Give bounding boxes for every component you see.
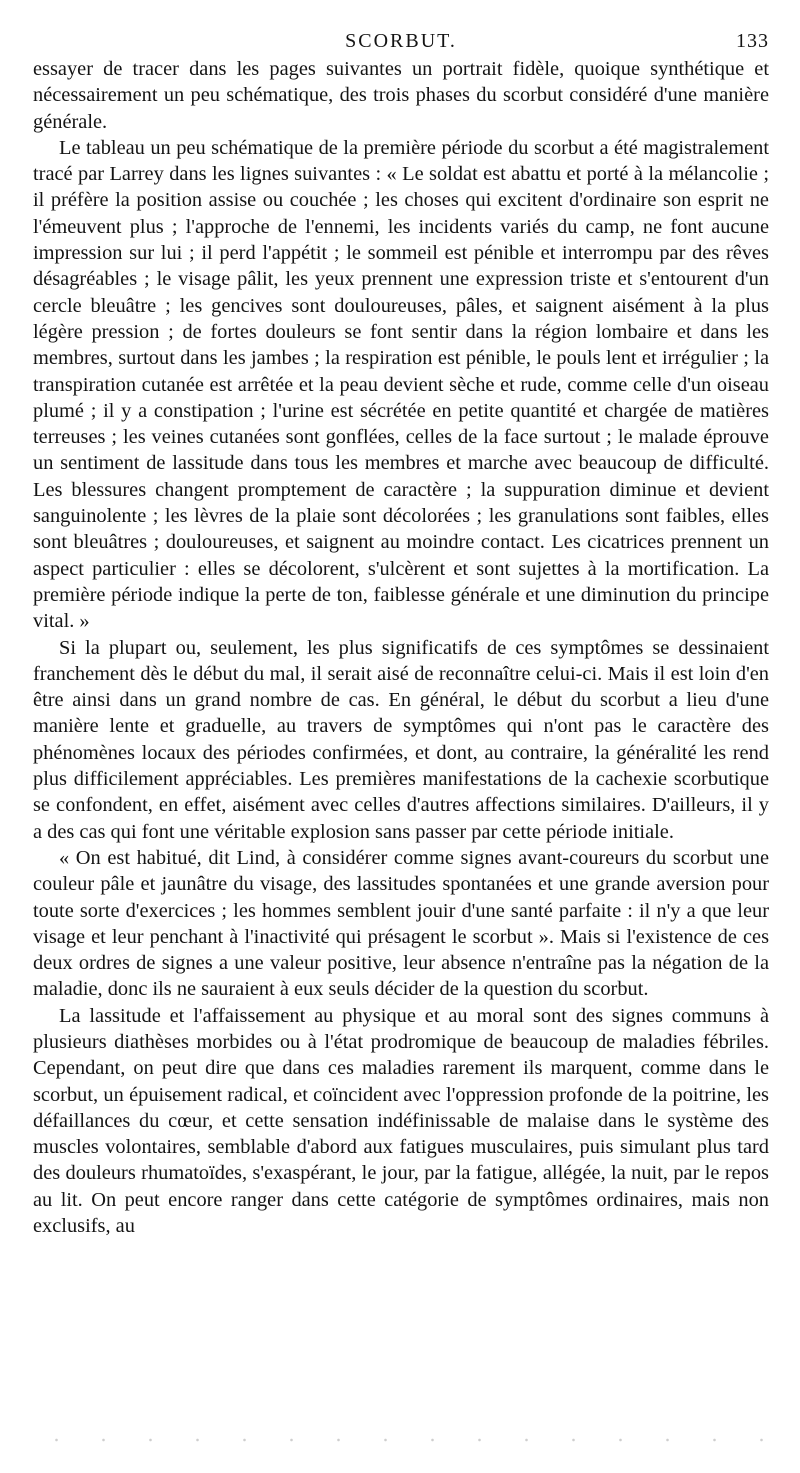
- running-header: [33, 30, 769, 56]
- running-title: SCORBUT.: [345, 30, 457, 52]
- paragraph-lind-quote: « On est habitué, dit Lind, à considérer comme signes avant-coureurs du scorbut une couleur pâle et jaunâtre du visage, des lassitudes spontanées et une grande aversion pour toute sorte d'exercices ; les hommes semblent jouir d'une santé parfaite : il n'y a que leur visage et leur penchant à l'inactivité qui présagent le scorbut ». Mais si l'existence de ces deux ordres de signes a une valeur positive, leur absence n'entraîne pas la négation de la maladie, donc ils ne sauraient à eux seuls décider de la question du scorbut.: [33, 846, 769, 1001]
- page-number: 133: [736, 30, 769, 52]
- paragraph-onset: Si la plupart ou, seulement, les plus significatifs de ces symptômes se dessinaient franchement dès le début du mal, il serait aisé de reconnaître celui-ci. Mais il est loin d'en être ainsi dans un grand nombre de cas. En général, le début du scorbut a lieu d'une manière lente et graduelle, au travers de symptômes qui n'ont pas le caractère des phénomènes locaux des périodes confirmées, et dont, au contraire, la généralité les rend plus difficilement appréciables. Les premières manifestations de la cachexie scorbutique se confondent, en effet, aisément avec celles d'autres affections similaires. D'ailleurs, il y a des cas qui font une véritable explosion sans passer par cette période initiale.: [33, 636, 769, 843]
- book-page: [33, 30, 769, 1239]
- page-bottom-specks: [33, 1437, 769, 1443]
- paragraph-lassitude: La lassitude et l'affaissement au physique et au moral sont des signes communs à plusieurs diathèses morbides ou à l'état prodromique de beaucoup de maladies fébriles. Cependant, on peut dire que dans ces maladies rarement ils marquent, comme dans le scorbut, un épuisement radical, et coïncident avec l'oppression profonde de la poitrine, les défaillances du cœur, et cette sensation indéfinissable de malaise dans le système des muscles volontaires, semblable d'abord aux fatigues musculaires, puis simulant plus tard des douleurs rhumatoïdes, s'exaspérant, le jour, par la fatigue, allégée, la nuit, par le repos au lit. On peut encore ranger dans cette catégorie de symptômes ordinaires, mais non exclusifs, au: [33, 1004, 769, 1238]
- body-text: [33, 56, 769, 1239]
- paragraph-larrey-quote: Le tableau un peu schématique de la première période du scorbut a été magistralement tracé par Larrey dans les lignes suivantes : « Le soldat est abattu et porté à la mélancolie ; il préfère la position assise ou couchée ; les choses qui excitent d'ordinaire son esprit ne l'émeuvent plus ; l'approche de l'ennemi, les incidents variés du camp, ne font aucune impression sur lui ; il perd l'appétit ; le sommeil est pénible et interrompu par des rêves désagréables ; le visage pâlit, les yeux prennent une expression triste et s'entourent d'un cercle bleuâtre ; les gencives sont douloureuses, pâles, et saignent aisément à la plus légère pression ; de fortes douleurs se font sentir dans la région lombaire et dans les membres, surtout dans les jambes ; la respiration est pénible, le pouls lent et irrégulier ; la transpiration cutanée est arrêtée et la peau devient sèche et rude, comme celle d'un oiseau plumé ; il y a constipation ; l'urine est sécrétée en petite quantité et chargée de matières terreuses ; les veines cutanées sont gonflées, celles de la face surtout ; le malade éprouve un sentiment de lassitude dans tous les membres et marche avec beaucoup de difficulté. Les blessures changent promptement de caractère ; la suppuration diminue et devient sanguinolente ; les lèvres de la plaie sont décolorées ; les granulations sont faibles, elles sont bleuâtres ; douloureuses, et saignent au moindre contact. Les cicatrices prennent un aspect particulier : elles se décolorent, s'ulcèrent et sont sujettes à la mortification. La première période indique la perte de ton, faiblesse générale et une diminution du principe vital. »: [33, 136, 769, 633]
- paragraph-continued: essayer de tracer dans les pages suivantes un portrait fidèle, quoique synthétique et nécessairement un peu schématique, des trois phases du scorbut considéré d'une manière générale.: [33, 58, 769, 133]
